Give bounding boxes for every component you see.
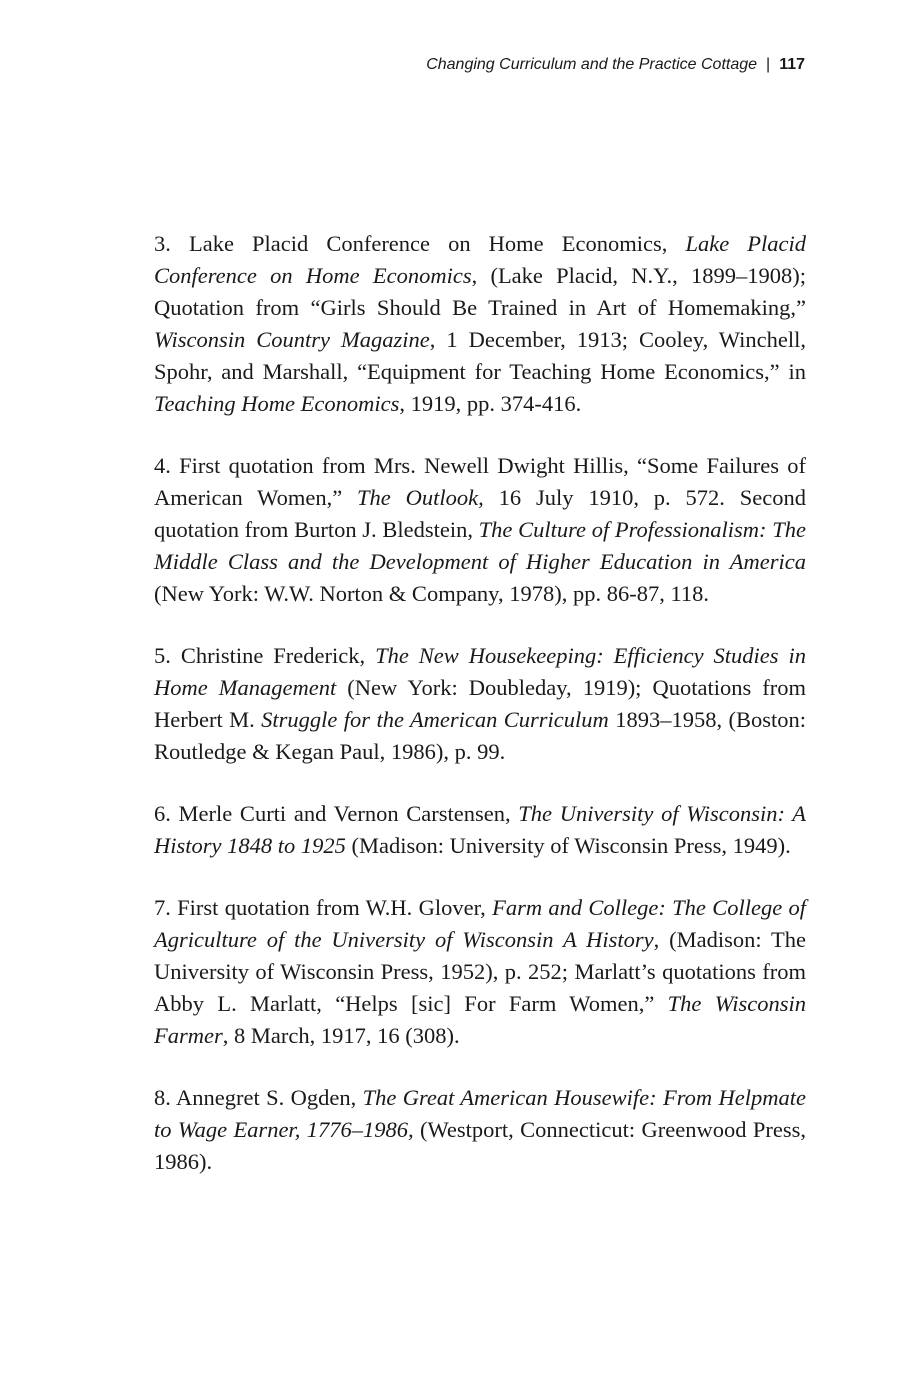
- endnotes-list: [154, 228, 806, 1178]
- endnote-italic-title: The Outlook,: [357, 485, 484, 510]
- endnote-text: 16 July 1910, p. 572. Second quotation from Burton J. Bledstein,: [154, 485, 806, 542]
- endnote-italic-title: The Wisconsin Farmer: [154, 991, 806, 1048]
- endnote-text: (New York: W.W. Norton & Company, 1978), pp. 86-87, 118.: [154, 581, 709, 606]
- endnote-italic-title: Farm and College: The College of Agriculture of the University of Wisconsin A History: [154, 895, 806, 952]
- endnote-text: 3. Lake Placid Conference on Home Economics,: [154, 231, 686, 256]
- endnote-8: [154, 1082, 806, 1178]
- page-number: 117: [779, 56, 805, 73]
- endnote-text: , 1919, pp. 374-416.: [399, 391, 582, 416]
- endnote-text: 1893–1958, (Boston: Routledge & Kegan Paul, 1986), p. 99.: [154, 707, 806, 764]
- endnote-italic-title: Lake Placid Conference on Home Economics: [154, 231, 806, 288]
- running-head-title: Changing Curriculum and the Practice Cottage: [426, 56, 758, 73]
- endnote-italic-title: The Great American Housewife: From Helpmate to Wage Earner, 1776–1986,: [154, 1085, 807, 1142]
- endnote-text: 7. First quotation from W.H. Glover,: [154, 895, 493, 920]
- endnote-text: (Westport, Connecticut: Greenwood Press, 1986).: [154, 1117, 807, 1174]
- endnote-text: 8. Annegret S. Ogden,: [154, 1085, 363, 1110]
- running-head-separator: |: [766, 56, 771, 73]
- endnote-text: (Madison: University of Wisconsin Press, 1949).: [345, 833, 791, 858]
- endnote-7: [154, 892, 806, 1052]
- endnote-5: [154, 640, 806, 768]
- endnote-4: [154, 450, 806, 610]
- endnote-italic-title: The University of Wisconsin: A History 1848 to 1925: [154, 801, 807, 858]
- endnote-text: , (Lake Placid, N.Y., 1899–1908); Quotation from “Girls Should Be Trained in Art of Homemaking,”: [154, 263, 806, 320]
- endnote-text: (New York: Doubleday, 1919); Quotations from Herbert M.: [154, 675, 806, 732]
- running-head: [426, 54, 805, 76]
- endnote-text: 5. Christine Frederick,: [154, 643, 376, 668]
- endnote-text: , 1 December, 1913; Cooley, Winchell, Spohr, and Marshall, “Equipment for Teaching Home Economics,” in: [154, 327, 806, 384]
- endnote-italic-title: Wisconsin Country Magazine: [154, 327, 430, 352]
- endnote-3: [154, 228, 806, 420]
- endnote-italic-title: The Culture of Professionalism: The Middle Class and the Development of Higher Education in America: [154, 517, 806, 574]
- endnote-text: , (Madison: The University of Wisconsin Press, 1952), p. 252; Marlatt’s quotations from Abby L. Marlatt, “Helps [sic] For Farm Women,”: [154, 927, 807, 1016]
- endnote-italic-title: Teaching Home Economics: [154, 391, 400, 416]
- endnote-text: 6. Merle Curti and Vernon Carstensen,: [154, 801, 519, 826]
- endnote-italic-title: Struggle for the American Curriculum: [261, 707, 609, 732]
- endnote-text: 4. First quotation from Mrs. Newell Dwight Hillis, “Some Failures of American Women,”: [154, 453, 806, 510]
- endnote-italic-title: The New Housekeeping: Efficiency Studies in Home Management: [154, 643, 806, 700]
- endnote-text: , 8 March, 1917, 16 (308).: [222, 1023, 460, 1048]
- endnote-6: [154, 798, 806, 862]
